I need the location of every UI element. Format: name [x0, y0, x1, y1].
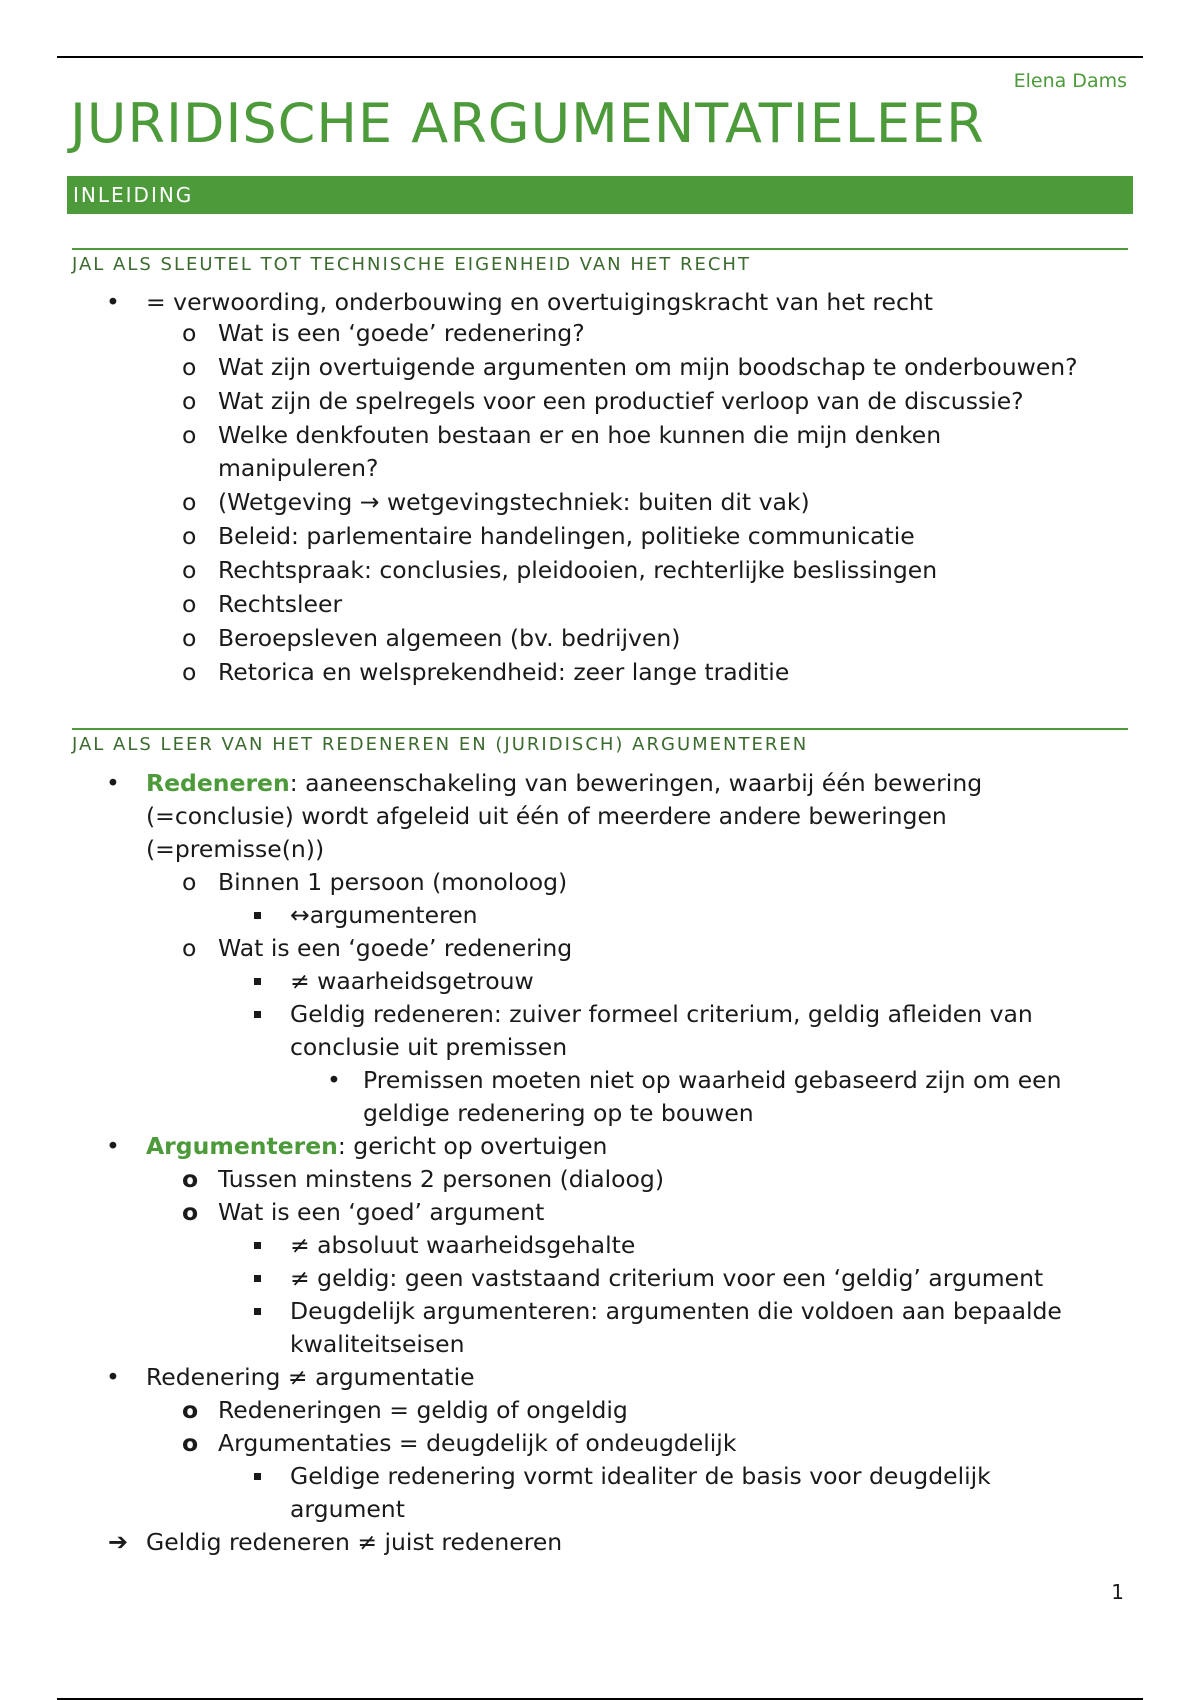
page-number: 1 — [1111, 1580, 1124, 1604]
circle-marker: o — [182, 934, 197, 962]
list-item — [0, 932, 1200, 965]
circle-marker: o — [182, 522, 197, 550]
page-title: JURIDISCHE ARGUMENTATIELEER — [70, 92, 985, 155]
list-item-text: : gericht op overtuigen — [337, 1132, 608, 1160]
list-item — [0, 866, 1200, 899]
bullet-marker: • — [106, 1363, 120, 1391]
list-item-text: Premissen moeten niet op waarheid gebaseerd zijn om een geldige redenering op te bouwen — [363, 1066, 1062, 1127]
list-item — [0, 286, 1200, 319]
list-item — [0, 317, 1200, 350]
section-banner: INLEIDING — [67, 176, 1133, 214]
arrow-icon: ➔ — [108, 1528, 129, 1556]
list-item — [0, 656, 1200, 689]
circle-marker: o — [182, 868, 197, 896]
section1-list — [0, 286, 1200, 689]
section2-heading: JAL ALS LEER VAN HET REDENEREN EN (JURIDISCH) ARGUMENTEREN — [72, 728, 1128, 755]
circle-marker: o — [182, 1198, 199, 1226]
list-item — [0, 1064, 1103, 1130]
list-item-text: = verwoording, onderbouwing en overtuigingskracht van het recht — [146, 288, 934, 316]
list-item-text: Retorica en welsprekendheid: zeer lange traditie — [218, 658, 790, 686]
list-item-text: Rechtspraak: conclusies, pleidooien, rechterlijke beslissingen — [218, 556, 938, 584]
list-item — [0, 1163, 1200, 1196]
list-item — [0, 1526, 1200, 1559]
list-item-text: Redeneringen = geldig of ongeldig — [218, 1396, 628, 1424]
square-marker — [254, 1308, 261, 1315]
list-item — [0, 1427, 1200, 1460]
bullet-marker: • — [327, 1066, 341, 1094]
square-marker — [254, 1275, 261, 1282]
list-item — [0, 767, 1016, 866]
circle-marker: o — [182, 1396, 199, 1424]
list-item-text: (Wetgeving → wetgevingstechniek: buiten dit vak) — [218, 488, 810, 516]
term-redeneren: Redeneren — [146, 769, 290, 797]
square-marker — [254, 978, 261, 985]
list-item-text: Wat is een ‘goed’ argument — [218, 1198, 545, 1226]
list-item — [0, 520, 1200, 553]
list-item — [0, 1262, 1200, 1295]
list-item-text: Binnen 1 persoon (monoloog) — [218, 868, 568, 896]
list-item — [0, 1130, 1200, 1163]
list-item-text: ≠ geldig: geen vaststaand criterium voor een ‘geldig’ argument — [290, 1264, 1044, 1292]
list-item — [0, 965, 1200, 998]
circle-marker: o — [182, 624, 197, 652]
list-item-text: Tussen minstens 2 personen (dialoog) — [218, 1165, 665, 1193]
list-item — [0, 1295, 1100, 1361]
square-marker — [254, 912, 261, 919]
bullet-marker: • — [106, 288, 120, 316]
circle-marker: o — [182, 590, 197, 618]
list-item-text: Beroepsleven algemeen (bv. bedrijven) — [218, 624, 681, 652]
list-item-text: Argumentaties = deugdelijk of ondeugdelijk — [218, 1429, 737, 1457]
list-item — [0, 385, 1200, 418]
section1-heading: JAL ALS SLEUTEL TOT TECHNISCHE EIGENHEID VAN HET RECHT — [72, 248, 1128, 275]
circle-marker: o — [182, 353, 197, 381]
list-item — [0, 486, 1200, 519]
term-argumenteren: Argumenteren — [146, 1132, 338, 1160]
circle-marker: o — [182, 387, 197, 415]
list-item-text: Deugdelijk argumenteren: argumenten die voldoen aan bepaalde kwaliteitseisen — [290, 1297, 1062, 1358]
list-item-text: Geldig redeneren ≠ juist redeneren — [146, 1528, 563, 1556]
list-item — [0, 1196, 1200, 1229]
list-item-text: : aaneenschakeling van beweringen, waarbij één bewering (=conclusie) wordt afgeleid uit één of meerdere andere beweringen (=premisse(n)) — [146, 769, 983, 863]
square-marker — [254, 1473, 261, 1480]
section2-list — [0, 767, 1200, 1559]
list-item — [0, 419, 978, 485]
list-item — [0, 554, 1200, 587]
list-item-text: Wat zijn de spelregels voor een productief verloop van de discussie? — [218, 387, 1024, 415]
author-name: Elena Dams — [1013, 70, 1127, 92]
list-item — [0, 351, 1200, 384]
list-item-text: Welke denkfouten bestaan er en hoe kunnen die mijn denken manipuleren? — [218, 421, 942, 482]
list-item-text: ↔argumenteren — [290, 901, 478, 929]
list-item-text: Redenering ≠ argumentatie — [146, 1363, 475, 1391]
list-item-text: ≠ waarheidsgetrouw — [290, 967, 534, 995]
list-item — [0, 1460, 1050, 1526]
list-item-text: Rechtsleer — [218, 590, 343, 618]
list-item-text: Geldige redenering vormt idealiter de basis voor deugdelijk argument — [290, 1462, 991, 1523]
list-item — [0, 899, 1200, 932]
bullet-marker: • — [106, 1132, 120, 1160]
list-item-text: Geldig redeneren: zuiver formeel criterium, geldig afleiden van conclusie uit premissen — [290, 1000, 1033, 1061]
list-item-text: ≠ absoluut waarheidsgehalte — [290, 1231, 636, 1259]
square-marker — [254, 1011, 261, 1018]
top-rule — [57, 56, 1143, 58]
circle-marker: o — [182, 658, 197, 686]
circle-marker: o — [182, 1165, 199, 1193]
list-item — [0, 1229, 1200, 1262]
list-item — [0, 588, 1200, 621]
circle-marker: o — [182, 319, 197, 347]
circle-marker: o — [182, 421, 197, 449]
bullet-marker: • — [106, 769, 120, 797]
circle-marker: o — [182, 488, 197, 516]
list-item-text: Beleid: parlementaire handelingen, politieke communicatie — [218, 522, 915, 550]
list-item-text: Wat is een ‘goede’ redenering? — [218, 319, 585, 347]
list-item — [0, 1361, 1200, 1394]
circle-marker: o — [182, 1429, 199, 1457]
list-item — [0, 622, 1200, 655]
list-item — [0, 1394, 1200, 1427]
square-marker — [254, 1242, 261, 1249]
list-item — [0, 998, 1090, 1064]
list-item-text: Wat is een ‘goede’ redenering — [218, 934, 573, 962]
circle-marker: o — [182, 556, 197, 584]
list-item-text: Wat zijn overtuigende argumenten om mijn boodschap te onderbouwen? — [218, 353, 1078, 381]
